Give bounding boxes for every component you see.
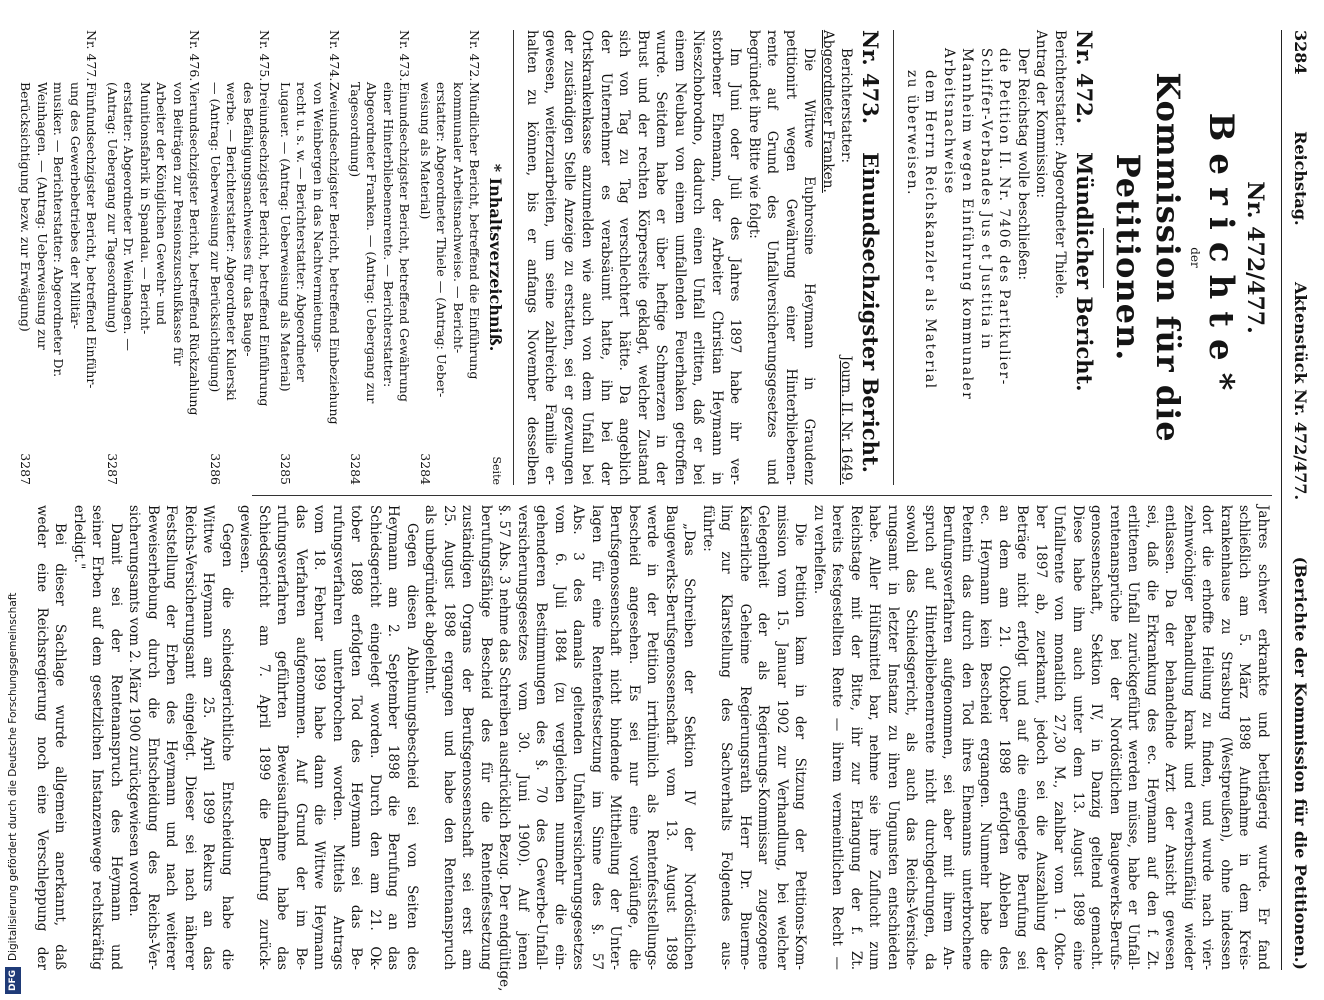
paragraph-1 [810, 505, 1273, 970]
paragraph-3 [421, 505, 699, 992]
text-line: Wittwe Heymann am 25. April 1899 Rekurs an das [200, 505, 217, 970]
text-line: lagen für eine Rentenfestsetzung im Sinne des §. 57 [589, 505, 605, 970]
text-line: sicherungsamts vom 2. März 1900 zurückgewiesen worden. [126, 505, 143, 917]
der-word: der [1188, 247, 1202, 268]
toc-line: Fünfundsechzigster Bericht, betreffend Einführ- [84, 82, 100, 389]
toc-title: * Inhaltsverzeichniß. [486, 163, 506, 352]
text-line: dort die erhoffte Heilung zu finden, und wurde nach vier- [1199, 505, 1216, 970]
left-column [18, 30, 1272, 485]
text-line: wurde. Seitdem habe er über heftige Schmerzen in der [653, 30, 670, 485]
text-line: werde in der Petition irrthümlich als Rentenfeststellungs- [644, 505, 661, 970]
toc-entry-number: Nr. 474. [327, 30, 343, 82]
text-line: Petentin das durch den Tod ihres Ehemanns unterbrochene [959, 505, 975, 970]
toc-entry-text [277, 82, 343, 447]
text-line: führte: [700, 505, 716, 552]
toc-entry [347, 30, 413, 485]
text-line: begründet ihre Bitte wie folgt: [746, 30, 762, 239]
text-line: Gelegenheit der als Regierungs-Kommissar zugezogene [755, 505, 772, 970]
text-line: Schiffer-Verbandes Jus et Justitia in [978, 48, 994, 351]
text-line: Diese habe ihm auch unter dem 13. August 1898 eine [1070, 505, 1086, 970]
toc-entry-text [347, 82, 413, 447]
toc-entry-text [417, 82, 483, 447]
header-rule [1281, 30, 1282, 970]
section-473-heading: Einundsechzigster Bericht. [858, 152, 884, 473]
toc-line: Weinhagen. — (Antrag: Ueberweisung zur [35, 82, 50, 350]
text-line: storbener Ehemann, der Arbeiter Christian Heymann in [709, 30, 725, 485]
text-line: Die Wittwe Euphrosine Heymann in Graudenz [801, 48, 818, 485]
text-line: entlassen. Da der behandelnde Arzt der Ansicht gewesen [1162, 505, 1179, 970]
toc-entry-number: Nr. 475. [257, 30, 273, 82]
text-line: Der Reichstag wolle beschließen: [1015, 48, 1031, 281]
text-line: Beträge nicht erfolgt und auf die eingelegte Berufung sei [1014, 505, 1031, 970]
text-line: erledigt." [71, 505, 87, 570]
text-line: halten zu können, bis er anfangs November desselben [524, 30, 540, 485]
toc-entry [207, 30, 273, 485]
toc-entry [17, 30, 100, 485]
toc-line: ung des Gewerbebetriebes der Militär- [68, 82, 83, 330]
text-line: Berufungsverfahren aufgenommen, sei aber mit ihrem An- [940, 505, 957, 970]
toc-line: Tagesordnung) [348, 82, 363, 178]
text-line: sowohl das Schiedsgericht, als auch das Reichs-Versiche- [903, 505, 920, 970]
text-line: zu überweisen. [904, 70, 920, 197]
toc-line: werbe. — Berichterstatter: Abgeordneter Kulerski [224, 82, 240, 401]
text-line: zuständigen Organs der Berufsgenossenschaft sei erst am [459, 505, 476, 970]
toc-rule [514, 30, 515, 485]
text-line: an dem am 21. Oktober 1898 erfolgten Ableben des [996, 505, 1012, 970]
text-line: als unbegründet abgelehnt. [422, 505, 439, 695]
text-line: Berichterstatter: Abgeordneter Thiele. [1052, 30, 1068, 299]
toc-line: Mündlicher Bericht, betreffend die Einführung [467, 82, 483, 380]
toc-entry [277, 30, 343, 485]
text-line: Berufsgenossenschaft nicht bindende Mittheilung der Unter- [607, 505, 624, 970]
text-line: Brust und der rechten Körperseite geklagt, welcher Zustand [635, 30, 651, 485]
column-divider [252, 495, 1272, 496]
text-line: sei, daß die Erkrankung des ec. Heymann auf den f. Zt. [1144, 505, 1160, 970]
toc-line: Zweiundsechzigster Bericht, betreffend Einbeziehung [327, 82, 343, 425]
text-line: 25. August 1898 ergangen und habe den Rentenanspruch [441, 505, 457, 970]
text-line: schließlich am 5. März 1898 Aufnahme in dem Kreis- [1236, 505, 1253, 970]
paragraph-2 [699, 505, 810, 970]
toc-entry-text [17, 82, 100, 447]
text-line: mission vom 15. Januar 1902 zur Verhandlung, bei welcher [774, 505, 790, 970]
reporter-row [837, 30, 856, 485]
toc-line: musiker. — Berichterstatter: Abgeordneter Dr. [51, 82, 67, 378]
toc-line: Dreiundsechzigster Bericht, betreffend Einführung [257, 82, 273, 407]
text-line: rufungsverfahren geführten Beweisaufnahme habe das [274, 505, 291, 970]
table-of-contents [17, 30, 483, 485]
text-line: krankenhause zu Strasburg (Westpreußen), ohne indessen [1218, 505, 1234, 970]
text-line: Schiedsgericht am 7. April 1899 die Berufung zurück- [256, 505, 272, 970]
toc-line: Berücksichtigung bezw. zur Erwägung) [18, 82, 34, 332]
number-range: Nr. 472/477. [1242, 181, 1268, 334]
journal-number: Journ. II. Nr. 1649. [838, 355, 855, 485]
paragraph-7 [33, 505, 70, 970]
text-line: Baugewerks-Berufsgenossenschaft vom 13. August 1898 [663, 505, 679, 970]
toc-seite-label: Seite [490, 456, 504, 485]
berichte-heading: Berichte* [1201, 112, 1241, 403]
section-472-heading: Mündlicher Bericht. [1072, 152, 1097, 392]
toc-entry-number: Nr. 477. [84, 30, 100, 82]
page-header [1286, 30, 1310, 970]
toc-line: kommunaler Arbeitsnachweise. — Bericht- [451, 82, 466, 354]
toc-line: Einundsechzigster Bericht, betreffend Gewährung [397, 82, 413, 402]
toc-line: Vierundsechzigster Bericht, betreffend Rückzahlung [187, 82, 203, 416]
text-line: die Petition II. Nr. 7406 des Partikulier- [996, 48, 1013, 386]
reporter-label: Berichterstatter: [838, 48, 855, 164]
header-parliament: Reichstag. [1291, 131, 1310, 226]
toc-line: recht u. s. w. — Berichterstatter: Abgeordneter [294, 82, 310, 382]
text-line: dem Herrn Reichskanzler als Material [922, 70, 939, 390]
text-line: §. 57 Abs. 3 nehme das Schreiben ausdrücklich Bezug. Der endgültige, [496, 505, 513, 992]
paragraph-6 [70, 505, 126, 970]
reporter-name: Abgeordneter Franken. [820, 30, 836, 193]
text-line: genossenschaft, Sektion IV, in Danzig geltend gemacht. [1088, 505, 1105, 970]
text-line: petitionirt wegen Gewährung einer Hinterbliebenen- [783, 30, 799, 485]
toc-line: weisung als Material) [418, 82, 433, 220]
text-line: Mannheim wegen Einführung kommunaler [959, 48, 976, 401]
text-line: ling zur Klarstellung des Sachverhalts Folgendes aus- [718, 505, 735, 970]
text-line: bereits festgestellten Rente — ihrem vermeintlichen Recht — [829, 505, 846, 970]
text-line: zu verhelfen. [811, 505, 827, 595]
text-line: Die Petition kam in der Sitzung der Petitions-Kom- [792, 523, 809, 970]
text-line: habe. Aller Hülfsmittel bar, nehme sie ihre Zuflucht zum [866, 505, 883, 970]
toc-line: — (Antrag: Ueberweisung zur Berücksichtigung) [208, 82, 223, 393]
text-line: Jahres schwer erkrankte und bettlägerig wurde. Er fand [1255, 505, 1271, 970]
right-column [34, 505, 1272, 992]
header-aktenstueck: Aktenstück Nr. 472/477. [1291, 282, 1310, 501]
text-line: Beweiserhebung durch die Entscheidung des Reichs-Ver- [145, 505, 161, 970]
toc-entry-number: Nr. 476. [187, 30, 203, 82]
text-line: Unfallrente von monatlich 27,30 M., zahlbar vom 1. Okto- [1051, 505, 1068, 970]
toc-line: von Weinbergen in das Nachtvermietungs- [311, 82, 326, 353]
toc-entry [417, 30, 483, 485]
toc-entry-page: 3284 [418, 453, 433, 485]
toc-entry-page: 3285 [278, 453, 293, 485]
text-line: vom 6. Juli 1884 (zu vergleichen nunmehr die ein- [552, 505, 568, 970]
text-line: erlittenen Unfall zurückgeführt werden müsse, habe er Unfall- [1125, 505, 1142, 970]
text-line: vom 18. Februar 1899 habe dann die Wittwe Heymann [311, 505, 328, 970]
header-section: (Berichte der Kommission für die Petitionen.) [1291, 556, 1310, 970]
text-line: bescheid angesehen. Es sei nur eine vorläufige, die [626, 505, 642, 970]
text-line: rungsamt in letzter Instanz zu ihren Ungunsten entschieden [885, 505, 901, 970]
text-line: versicherungsgesetzes vom 30. Juni 1900). Auf jenen [515, 505, 531, 970]
text-line: Bei dieser Sachlage wurde allgemein anerkannt, daß [52, 523, 69, 970]
toc-entry-page: 3287 [18, 453, 34, 485]
text-line: einem Neubau von einem umfallenden Feuerhaken getroffen [672, 30, 688, 485]
text-line: gewiesen. [237, 505, 254, 574]
text-line: gehenderen Bestimmungen des §. 70 des Gewerbe-Unfall- [533, 505, 550, 970]
text-line: rente auf Grund des Unfallversicherungsgesetzes und [764, 30, 781, 485]
text-line: Antrag der Kommission: [1033, 30, 1050, 199]
section-473-title [856, 30, 886, 485]
toc-line: Arbeiter der Königlichen Gewehr- und [154, 82, 170, 325]
section-472-number: Nr. 472. [1072, 30, 1097, 125]
toc-line: (Antrag: Uebergang zur Tagesordnung) [105, 82, 120, 334]
text-line: spruch auf Hinterbliebenenrente nicht durchgedrungen, da [922, 505, 938, 970]
text-line: Im Juni oder Juli des Jahres 1897 habe ihr ver- [727, 48, 744, 485]
kommission-heading: Kommission für die Petitionen. [1109, 72, 1187, 443]
text-line: rentenansprüche bei der Nordöstlichen Baugewerks-Berufs- [1107, 505, 1123, 970]
text-line: tober 1898 erfolgten Tod des Heymann sei das Be- [348, 505, 365, 970]
toc-entry-page: 3284 [348, 453, 363, 485]
section-rule [894, 30, 895, 485]
toc-line: einer Hinterbliebenenrente. — Berichterstatter: [381, 82, 396, 388]
text-line: Ortskrankenkasse anzumelden wie auch von dem Unfall bei [579, 30, 596, 485]
text-line: „Das Schreiben der Sektion IV der Nordöstlichen [681, 523, 698, 970]
section-473-body [523, 30, 819, 485]
text-line: rufungsverfahren unterbrochen worden. Mittels Antrags [330, 505, 346, 970]
text-line: gewesen, weiterzuarbeiten, um seine zahlreiche Familie er- [542, 30, 559, 485]
paragraph-5 [125, 505, 236, 970]
dfg-logo: DFG [5, 967, 21, 994]
text-line: Abs. 3 des damals geltenden Unfallversicherungsgesetzes [570, 505, 587, 970]
toc-line: erstatter: Abgeordneter Thiele — (Antrag: Ueber- [434, 82, 450, 398]
text-line: Feststellung der Erben des Heymann und nach weiterer [163, 505, 180, 970]
text-line: berufungsfähige Bescheid des für die Rentenfestsetzung [478, 505, 494, 970]
section-472-title [1069, 30, 1099, 485]
text-line: der Unternehmer es verabsäumt hatte, ihn bei der [598, 30, 614, 485]
text-line: zehnwöchiger Behandlung krank und erwerbsunfähig wieder [1181, 505, 1197, 970]
text-line: ec. Heymann kein Bescheid ergangen. Nunmehr habe die [977, 505, 994, 970]
text-line: Heymann am 2. September 1898 die Berufung an das [385, 505, 402, 970]
section-472-body [903, 30, 1070, 485]
text-line: seiner Erben auf dem gesetzlichen Instanzenwege rechtskräftig [89, 505, 106, 970]
toc-entry-text [207, 82, 273, 447]
text-line: ber 1897 ab, zuerkannt, jedoch sei die Auszahlung der [1033, 505, 1049, 970]
toc-line: erstatter: Abgeordneter Dr. Weinhagen. — [121, 82, 137, 351]
toc-entry-page: 3287 [105, 453, 120, 485]
toc-entry [104, 30, 203, 485]
toc-entry-text [104, 82, 203, 447]
text-line: Gegen diesen Ablehnungsbescheid sei von Seiten des [404, 523, 420, 970]
toc-line: Lugauer. — (Antrag: Ueberweisung als Material) [278, 82, 293, 392]
page-number: 3284 [1291, 30, 1310, 75]
text-line: weder eine Reichsregierung noch eine Verschleppung der [34, 505, 50, 970]
toc-line: Munitionsfabrik in Spandau. — Bericht- [138, 82, 153, 335]
text-line: das Verfahren aufgenommen. Auf Grund der im Be- [293, 505, 309, 970]
toc-entry-number: Nr. 473. [397, 30, 413, 82]
section-473-number: Nr. 473. [858, 30, 884, 125]
paragraph-4 [236, 505, 421, 970]
text-line: der zuständigen Stelle Anzeige zu erstatten, sei er gezwungen [561, 30, 577, 485]
text-line: Damit sei der Rentenanspruch des Heymann und [108, 523, 124, 970]
text-line: Gegen die schiedsgerichtliche Entscheidung habe die [219, 523, 235, 970]
toc-entry-number: Nr. 472. [467, 30, 483, 82]
text-line: Kaiserliche Geheime Regierungsrath Herr Dr. Buerme- [737, 505, 753, 970]
toc-entry-page: 3286 [208, 453, 223, 485]
toc-heading [487, 30, 506, 485]
toc-line: von Beiträgen zur Pensionszuschußkasse für [171, 82, 186, 366]
text-line: Nieszchobrodno, dadurch einen Unfall erlitten, daß er bei [690, 30, 707, 485]
toc-line: Abgeordneter Franken. — (Antrag: Uebergang zur [364, 82, 380, 404]
text-line: Reichstage mit der Bitte, ihr zur Erlangung der f. Zt. [848, 505, 864, 970]
text-line: Reichs-Versicherungsamt eingelegt. Dieser sei nach näherer [182, 505, 198, 970]
text-line: Schiedsgericht eingelegt worden. Durch den am 21. Ok- [367, 505, 383, 970]
credit-text: Digitalisierung gefördert durch die Deutsche Forschungsgemeinschaft [7, 592, 19, 961]
toc-line: des Befähigungsnachweises für das Bauge- [241, 82, 256, 357]
text-line: Arbeitsnachweise [941, 48, 957, 195]
text-line: sich von Tag zu Tag verschlechtert hätte. Da angeblich [616, 30, 633, 485]
short-rule [1103, 228, 1104, 288]
